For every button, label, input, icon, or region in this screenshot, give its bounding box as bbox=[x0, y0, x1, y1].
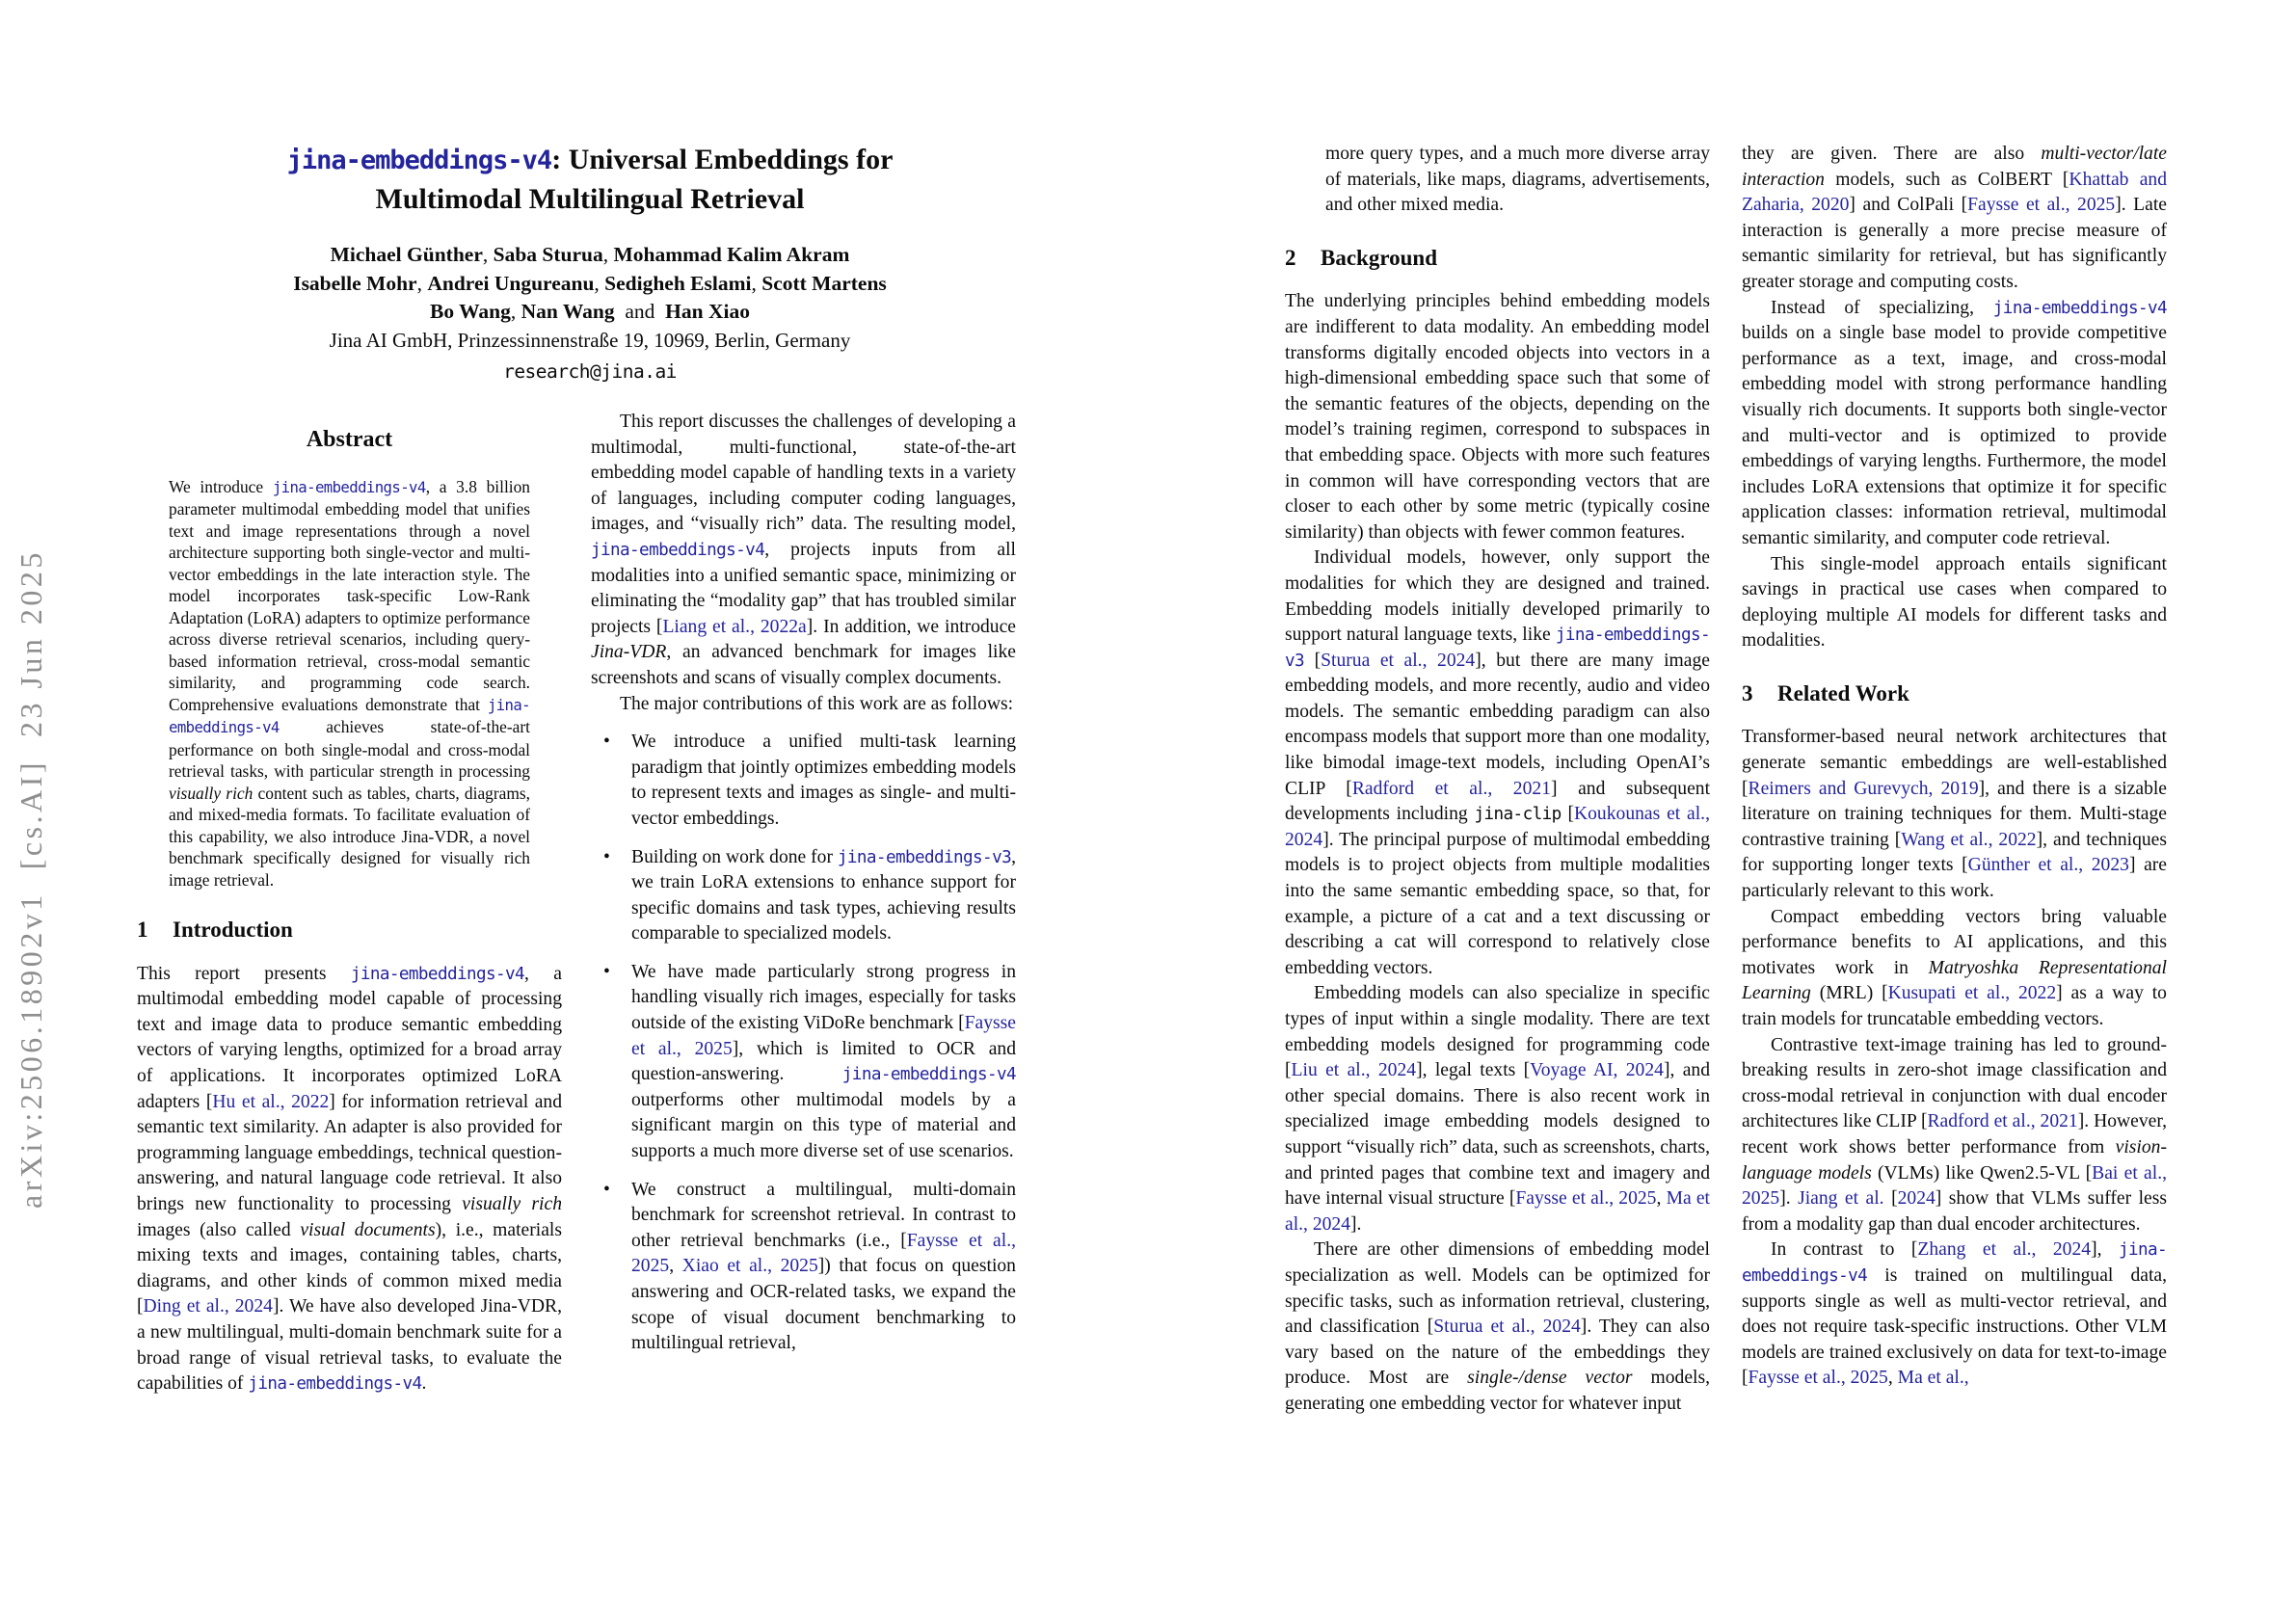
paragraph: The underlying principles behind embedding models are indifferent to data modality. An embedding model transforms digitally encoded objects into vectors in a high-dimensional embedding space such that some of the semantic features of the objects, depending on the model’s training regimen, correspond to subspaces in that embedding space. Objects with more such features in common will have corresponding vectors that are closer to each other by some metric (typically cosine similarity) than objects with fewer common features. bbox=[1285, 291, 1710, 543]
citation-link[interactable]: Ma et al., bbox=[1897, 1368, 1969, 1389]
model-name-link[interactable]: jina-embeddings-v4 bbox=[248, 1374, 422, 1395]
title-block bbox=[135, 141, 1045, 383]
citation-link[interactable]: Khattab and Zaharia, 2020 bbox=[1742, 169, 2167, 216]
citation-link[interactable]: Wang et al., 2022 bbox=[1901, 829, 2037, 850]
paragraph: they are given. There are also multi-vector/late interaction models, such as ColBERT [Khattab and Zaharia, 2020] and ColPali [Faysse et al., 2025]. Late interaction is generally a more precise measure of semantic similarity for retrieval, but has significantly greater storage and computing costs. bbox=[1742, 144, 2167, 292]
citation-link[interactable]: Ding et al., 2024 bbox=[143, 1296, 273, 1317]
code-inline: jina-clip bbox=[1474, 805, 1562, 825]
section-number: 1 bbox=[137, 918, 148, 943]
model-name-link[interactable]: jina-embeddings-v4 bbox=[272, 477, 426, 496]
author-name: Bo Wang bbox=[430, 300, 511, 323]
section-title: Introduction bbox=[173, 918, 293, 943]
bullet-marker: • bbox=[603, 961, 610, 982]
section-number: 2 bbox=[1285, 245, 1296, 270]
author-line: Isabelle Mohr, Andrei Ungureanu, Sedigheh Eslami, Scott Martens bbox=[293, 271, 887, 295]
citation-link[interactable]: Faysse et al., 2025 bbox=[1748, 1368, 1888, 1389]
conjunction-and: and bbox=[625, 300, 655, 323]
citation-link[interactable]: Zhang et al., 2024 bbox=[1917, 1239, 2092, 1261]
author-name: Han Xiao bbox=[665, 300, 750, 323]
emphasis-text: single-/dense vector bbox=[1467, 1368, 1633, 1389]
citation-link[interactable]: Faysse et al., 2025 bbox=[631, 1013, 1016, 1059]
emphasis-text: multi-vector/late interaction bbox=[1742, 144, 2167, 190]
paragraph: In contrast to [Zhang et al., 2024], jina-embeddings-v4 is trained on multilingual data, supports single as well as multi-vector retrieval, and does not require task-specific instructions. Other VLM models are trained exclusively on data for text-to-image [Faysse et al., 2025, Ma et al., bbox=[1742, 1239, 2167, 1389]
section-title: Related Work bbox=[1777, 680, 1909, 705]
author-name: Michael Günther bbox=[330, 243, 483, 266]
author-name: Saba Sturua bbox=[493, 243, 603, 266]
paragraph: This single-model approach entails significant savings in practical use cases when compared to deploying multiple AI models for different tasks and modalities. bbox=[1742, 553, 2167, 652]
page2-column2 bbox=[1742, 142, 2167, 1392]
page2-column1 bbox=[1285, 142, 1710, 1418]
bullet-item bbox=[591, 960, 1016, 1165]
citation-link[interactable]: Radford et al., 2021 bbox=[1351, 778, 1551, 799]
bullet-marker: • bbox=[603, 1179, 610, 1200]
section-title: Background bbox=[1321, 245, 1438, 270]
contact-email[interactable]: research@jina.ai bbox=[503, 359, 677, 383]
paragraph: There are other dimensions of embedding model specialization as well. Models can be optimized for specific tasks, such as information retrieval, clustering, and classification [Sturua et al., 2024]. They can also vary based on the nature of the embeddings they produce. Most are single-/dense vector models, generating one embedding vector for whatever input bbox=[1285, 1239, 1710, 1414]
model-name-link[interactable]: jina-embeddings-v4 bbox=[1992, 298, 2167, 318]
page1-column1 bbox=[137, 427, 562, 1397]
paragraph: Contrastive text-image training has led to ground-breaking results in zero-shot image classification and cross-modal retrieval in conjunction with dual encoder architectures like CLIP [Radford et al., 2021]. However, recent work shows better performance from vision-language models (VLMs) like Qwen2.5-VL [Bai et al., 2025]. Jiang et al. [2024] show that VLMs suffer less from a modality gap than dual encoder architectures. bbox=[1742, 1034, 2167, 1235]
citation-link[interactable]: Hu et al., 2022 bbox=[212, 1091, 330, 1112]
citation-link[interactable]: Liu et al., 2024 bbox=[1291, 1060, 1417, 1081]
arxiv-stamp: arXiv:2506.18902v1 [cs.AI] 23 Jun 2025 bbox=[13, 549, 48, 1209]
bullet-marker: • bbox=[603, 732, 610, 753]
bullet-text: We introduce a unified multi-task learning paradigm that jointly optimizes embedding models to represent texts and images as single- and multi-vector embeddings. bbox=[631, 732, 1016, 829]
citation-link[interactable]: Jiang et al. bbox=[1798, 1188, 1884, 1210]
author-line: Bo Wang, Nan Wang and Han Xiao bbox=[430, 300, 750, 323]
citation-link[interactable]: Faysse et al., 2025 bbox=[631, 1230, 1016, 1277]
author-name: Andrei Ungureanu bbox=[427, 271, 595, 295]
bullet-item bbox=[591, 845, 1016, 947]
author-name: Sedigheh Eslami bbox=[604, 271, 752, 295]
citation-link[interactable]: Sturua et al., 2024 bbox=[1321, 650, 1476, 671]
emphasis-text: visual documents bbox=[300, 1219, 436, 1240]
bullet-text: Building on work done for jina-embeddings-v3, we train LoRA extensions to enhance support for specific domains and task types, achieving results comparable to specialized models. bbox=[631, 846, 1016, 945]
model-name-link[interactable]: jina-embeddings-v4 bbox=[591, 540, 765, 560]
section-heading bbox=[1742, 681, 2167, 707]
paragraph: Instead of specializing, jina-embeddings-v4 builds on a single base model to provide competitive performance as a text, image, and cross-modal embedding model with strong performance handling visually rich documents. It supports both single-vector and multi-vector and is optimized to provide embeddings of varying lengths. Furthermore, the model includes LoRA extensions that optimize it for specific application classes: information retrieval, multimodal semantic similarity, and computer code retrieval. bbox=[1742, 297, 2167, 548]
citation-link[interactable]: Faysse et al., 2025 bbox=[1515, 1188, 1657, 1210]
citation-link[interactable]: Voyage AI, 2024 bbox=[1530, 1060, 1664, 1081]
model-name-link[interactable]: jina-embeddings-v4 bbox=[1742, 1240, 2167, 1286]
model-name-link[interactable]: jina-embeddings-v3 bbox=[1285, 625, 1710, 671]
citation-link[interactable]: 2024 bbox=[1897, 1188, 1936, 1210]
paragraph: Compact embedding vectors bring valuable performance benefits to AI applications, and this motivates work in Matryoshka Representational Learning (MRL) [Kusupati et al., 2022] as a way to train models for truncatable embedding vectors. bbox=[1742, 906, 2167, 1029]
paragraph: Embedding models can also specialize in specific types of input within a single modality. There are text embedding models designed for programming code [Liu et al., 2024], legal texts [Voyage AI, 2024], and other special domains. There is also recent work in specialized image embedding models designed to support “visually rich” data, such as screenshots, charts, and printed pages that combine text and imagery and have internal visual structure [Faysse et al., 2025, Ma et al., 2024]. bbox=[1285, 983, 1710, 1235]
abstract-paragraph: We introduce jina-embeddings-v4, a 3.8 billion parameter multimodal embedding model that unifies text and image representations through a novel architecture supporting both single-vector and multi-vector embeddings in the late interaction style. The model incorporates task-specific Low-Rank Adaptation (LoRA) adapters to optimize performance across diverse retrieval scenarios, including query-based information retrieval, cross-modal semantic similarity, and programming code search. Comprehensive evaluations demonstrate that jina-embeddings-v4 achieves state-of-the-art performance on both single-modal and cross-modal retrieval tasks, with particular strength in processing visually rich content such as tables, charts, diagrams, and mixed-media formats. To facilitate evaluation of this capability, we also introduce Jina-VDR, a novel benchmark specifically designed for visually rich image retrieval. bbox=[169, 476, 531, 890]
paragraph: This report presents jina-embeddings-v4, a multimodal embedding model capable of processing text and image data to produce semantic embedding vectors of varying lengths, optimized for a broad array of applications. It incorporates optimized LoRA adapters [Hu et al., 2022] for information retrieval and semantic text similarity. An adapter is also provided for programming language embeddings, technical question-answering, and natural language code retrieval. It also brings new functionality to processing visually rich images (also called visual documents), i.e., materials mixing texts and images, containing tables, charts, diagrams, and other kinds of common mixed media [Ding et al., 2024]. We have also developed Jina-VDR, a new multilingual, multi-domain benchmark suite for a broad range of visual retrieval tasks, to evaluate the capabilities of jina-embeddings-v4. bbox=[137, 963, 562, 1395]
citation-link[interactable]: Radford et al., 2021 bbox=[1927, 1111, 2078, 1132]
section-number: 3 bbox=[1742, 680, 1753, 705]
model-name-link[interactable]: jina-embeddings-v4 bbox=[169, 695, 530, 737]
emphasis-text: visually rich bbox=[462, 1194, 562, 1215]
continued-paragraph: more query types, and a much more diverse array of materials, like maps, diagrams, advertisements, and other mixed media. bbox=[1325, 144, 1710, 216]
emphasis-text: visually rich bbox=[169, 783, 254, 803]
bullet-marker: • bbox=[603, 846, 610, 867]
title-line2: Multimodal Multilingual Retrieval bbox=[375, 183, 805, 215]
model-name-link[interactable]: jina-embeddings-v4 bbox=[841, 1065, 1016, 1085]
model-name-link[interactable]: jina-embeddings-v4 bbox=[350, 964, 525, 984]
section-heading bbox=[1285, 246, 1710, 272]
citation-link[interactable]: Bai et al., 2025 bbox=[1742, 1162, 2167, 1210]
author-name: Nan Wang bbox=[521, 300, 615, 323]
paragraph: Individual models, however, only support the modalities for which they are designed and trained. Embedding models initially developed primarily to support natural language texts, like jina-embeddings-v3 [Sturua et al., 2024], but there are many image embedding models, and more recently, audio and video models. The semantic embedding paradigm can also encompass models that support more than one modality, like bimodal image-text models, including OpenAI’s CLIP [Radford et al., 2021] and subsequent developments including jina-clip [Koukounas et al., 2024]. The principal purpose of multimodal embedding models is to project objects from multiple modalities into the same semantic embedding space, so that, for example, a picture of a cat and a text discussing or describing a cat will correspond to relatively close embedding vectors. bbox=[1285, 547, 1711, 978]
emphasis-text: Jina-VDR bbox=[591, 642, 667, 663]
citation-link[interactable]: Kusupati et al., 2022 bbox=[1887, 983, 2057, 1004]
section-heading bbox=[137, 918, 562, 944]
model-name-link[interactable]: jina-embeddings-v3 bbox=[837, 847, 1012, 867]
emphasis-text: Matryoshka Representational Learning bbox=[1742, 957, 2167, 1004]
paragraph: The major contributions of this work are as follows: bbox=[620, 693, 1014, 714]
citation-link[interactable]: Faysse et al., 2025 bbox=[1967, 195, 2116, 216]
author-name: Mohammad Kalim Akram bbox=[613, 243, 850, 266]
emphasis-text: vision-language models bbox=[1742, 1136, 2167, 1184]
citation-link[interactable]: Xiao et al., 2025 bbox=[681, 1256, 818, 1277]
paragraph: Transformer-based neural network architectures that generate semantic embeddings are well-established [Reimers and Gurevych, 2019], and there is a sizable literature on training techniques for them. Multi-stage contrastive training [Wang et al., 2022], and techniques for supporting longer texts [Günther et al., 2023] are particularly relevant to this work. bbox=[1742, 727, 2168, 902]
paper-title bbox=[135, 141, 1045, 219]
citation-link[interactable]: Liang et al., 2022a bbox=[662, 616, 807, 637]
paragraph: This report discusses the challenges of developing a multimodal, multi-functional, state-of-the-art embedding model capable of handling texts in a variety of languages, including computer coding languages, images, and “visually rich” data. The resulting model, jina-embeddings-v4, projects inputs from all modalities into a unified semantic space, minimizing or eliminating the “modality gap” that has troubled similar projects [Liang et al., 2022a]. In addition, we introduce Jina-VDR, an advanced benchmark for images like screenshots and scans of visually complex documents. bbox=[591, 412, 1016, 688]
citation-link[interactable]: Ma et al., 2024 bbox=[1285, 1188, 1710, 1235]
author-list bbox=[135, 241, 1045, 327]
citation-link[interactable]: Günther et al., 2023 bbox=[1967, 855, 2129, 876]
title-line1-rest: : Universal Embeddings for bbox=[551, 144, 894, 175]
page1-column2 bbox=[591, 410, 1016, 1357]
bullet-item bbox=[591, 730, 1016, 832]
citation-link[interactable]: Sturua et al., 2024 bbox=[1433, 1317, 1581, 1338]
bullet-text: We construct a multilingual, multi-domain benchmark for screenshot retrieval. In contrast to other retrieval benchmarks (i.e., [Faysse et al., 2025, Xiao et al., 2025]) that focus on question answering and OCR-related tasks, we expand the scope of visual document benchmarking to multilingual retrieval, bbox=[631, 1179, 1016, 1354]
model-name-link[interactable]: jina-embeddings-v4 bbox=[286, 146, 552, 175]
title-line1 bbox=[135, 141, 1045, 180]
citation-link[interactable]: Reimers and Gurevych, 2019 bbox=[1748, 778, 1979, 799]
bullet-item bbox=[591, 1178, 1016, 1357]
author-name: Isabelle Mohr bbox=[293, 271, 417, 295]
bullet-text: We have made particularly strong progress in handling visually rich images, especially for tasks outside of the existing ViDoRe benchmark [Faysse et al., 2025], which is limited to OCR and question-answering. jina-embeddings-v4 outperforms other multimodal models by a significant margin on this type of material and supports a much more diverse set of use scenarios. bbox=[631, 961, 1016, 1162]
author-line: Michael Günther, Saba Sturua, Mohammad Kalim Akram bbox=[330, 243, 850, 266]
citation-link[interactable]: Koukounas et al., 2024 bbox=[1285, 804, 1710, 850]
abstract-heading: Abstract bbox=[306, 427, 393, 452]
affiliation: Jina AI GmbH, Prinzessinnenstraße 19, 10969, Berlin, Germany bbox=[329, 328, 851, 352]
author-name: Scott Martens bbox=[761, 271, 887, 295]
